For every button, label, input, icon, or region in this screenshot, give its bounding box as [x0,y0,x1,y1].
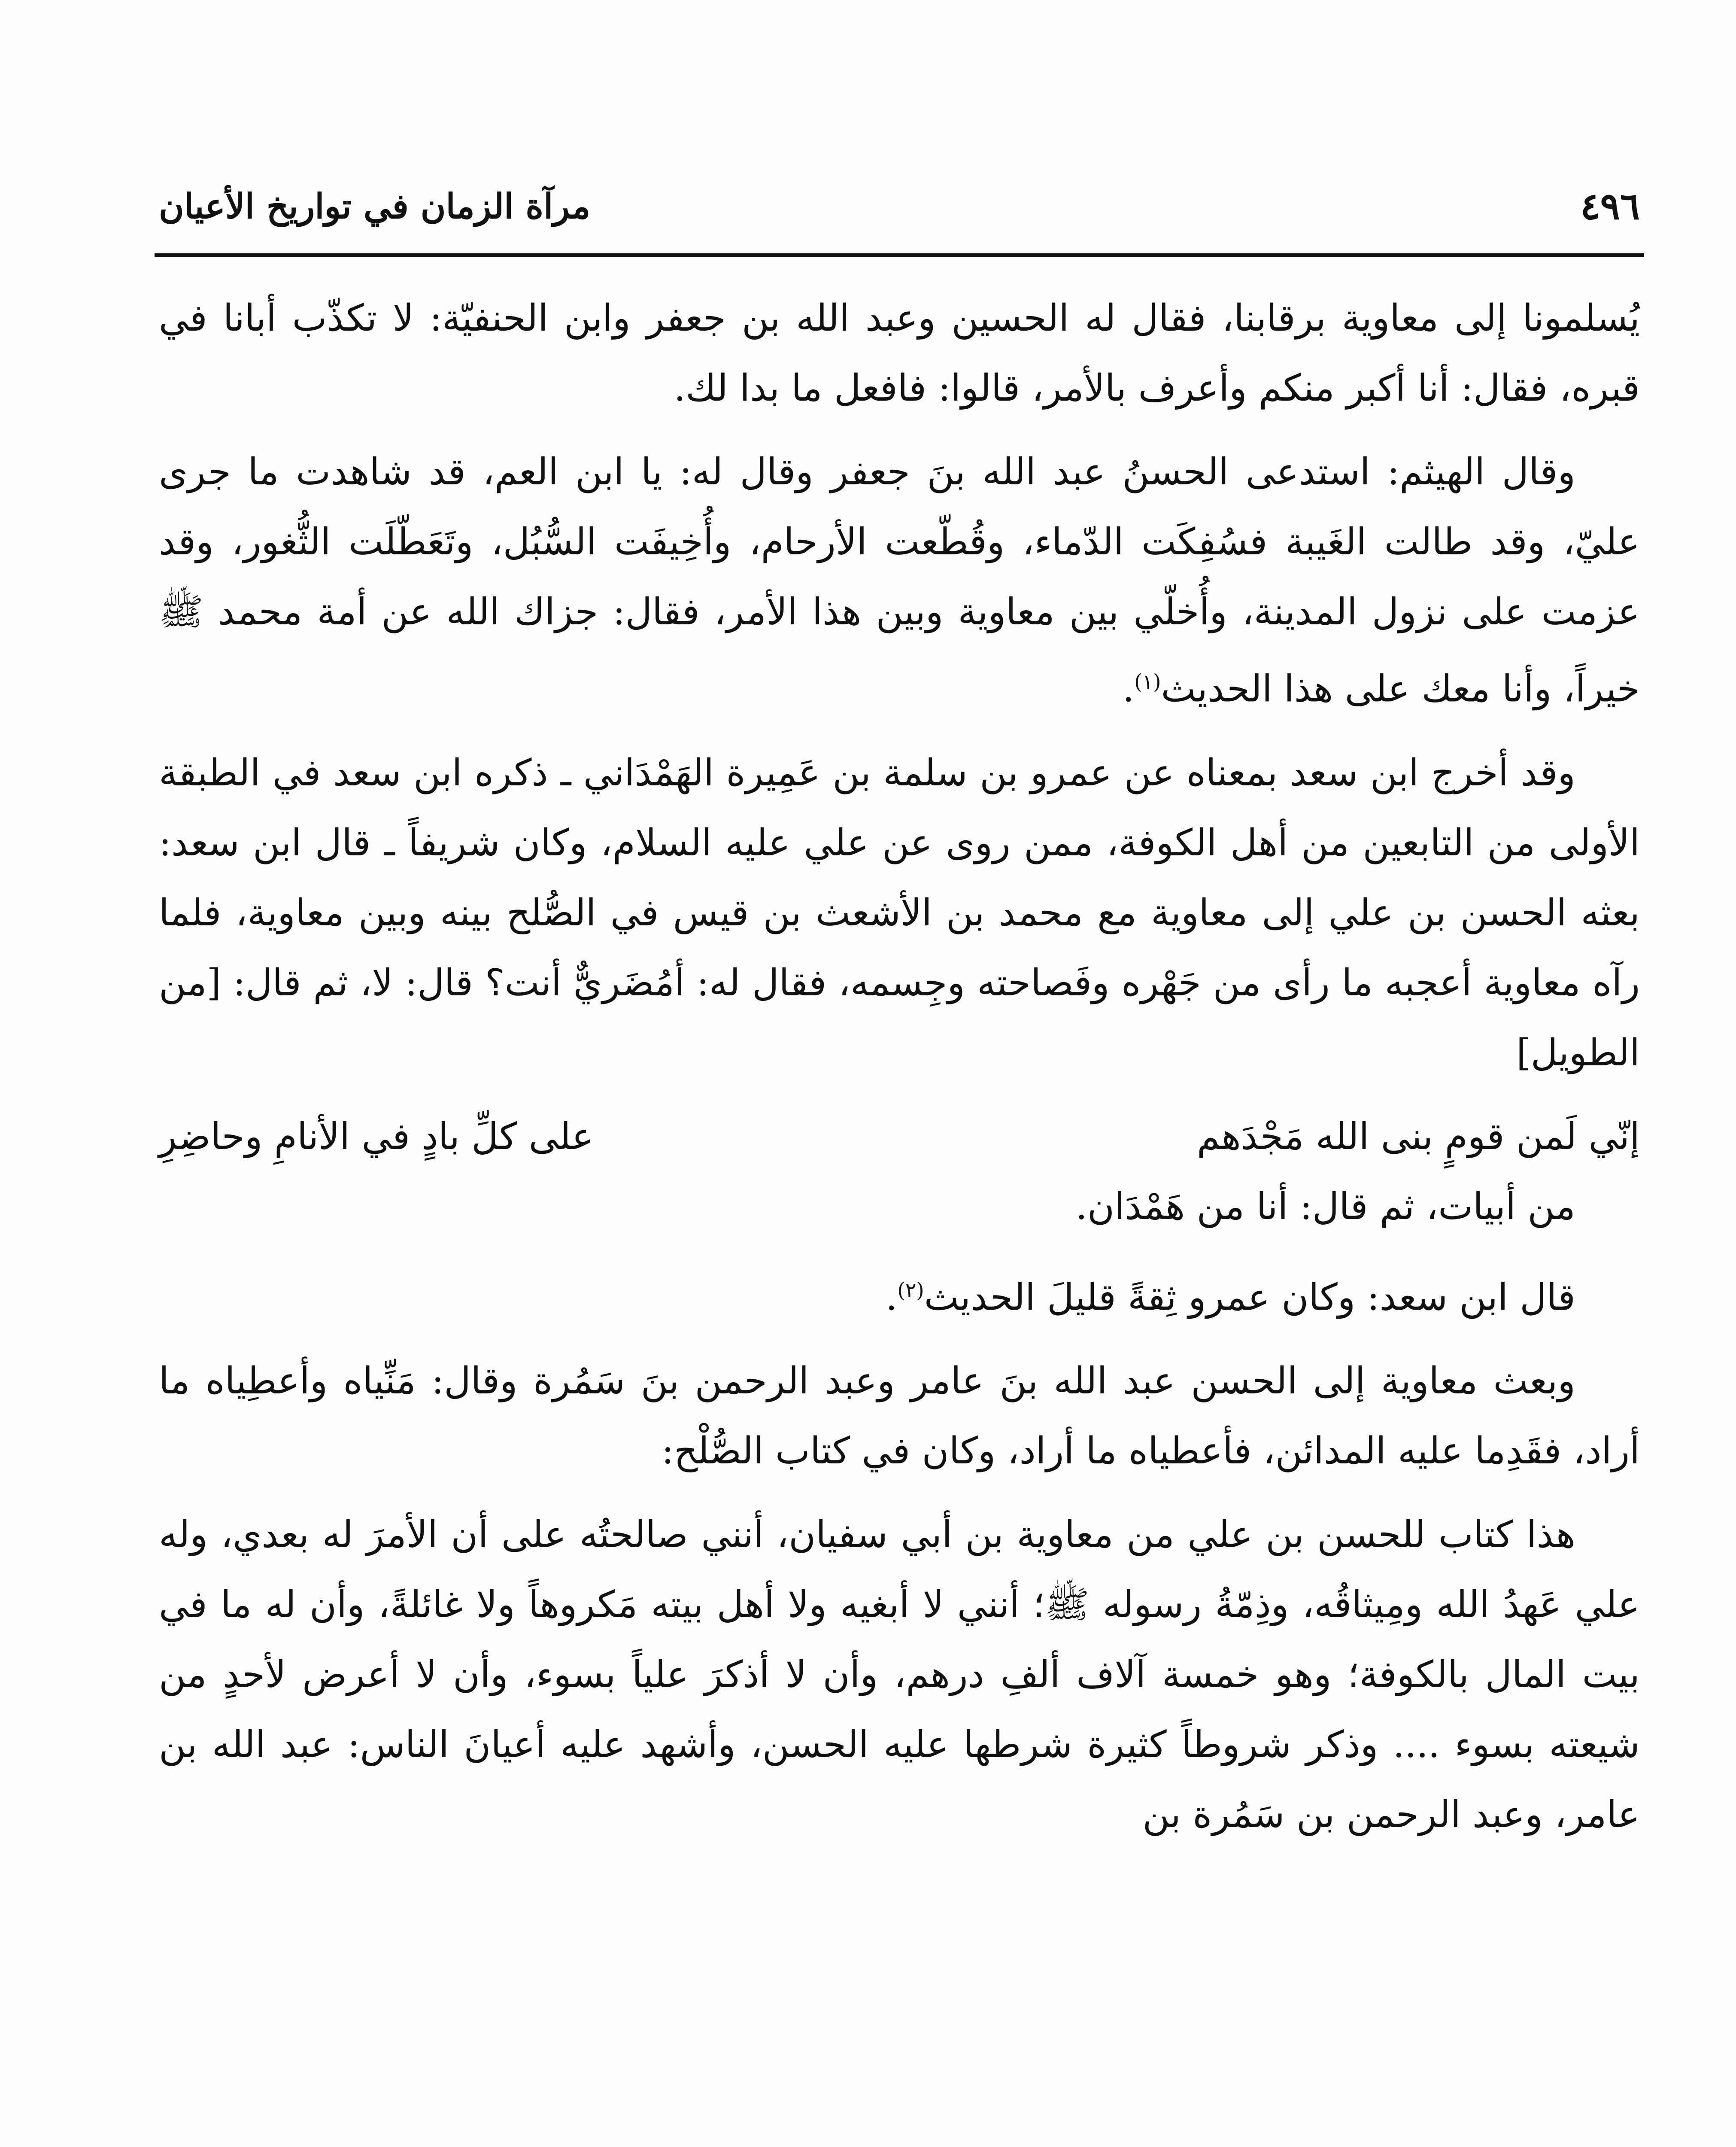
footnote-ref-2[interactable]: (٢) [897,1278,924,1302]
paragraph-6: وبعث معاوية إلى الحسن عبد الله بنَ عامر وعبد الرحمن بنَ سَمُرة وقال: مَنِّياه وأعطِياه ما أراد، فقَدِما عليه المدائن، فأعطياه ما أراد، وكان في كتاب الصُّلْح: [159,1359,1640,1473]
verse-first-hemistich: إنّي لَمن قومٍ بنى الله مَجْدَهم [1197,1115,1640,1158]
page-header [159,170,1640,243]
paragraph-7: هذا كتاب للحسن بن علي من معاوية بن أبي سفيان، أنني صالحتُه على أن الأمرَ له بعدي، وله علي عَهدُ الله ومِيثاقُه، وذِمّةُ رسوله ﷺ؛ أنني لا أبغيه ولا أهل بيته مَكروهاً ولا غائلةً، وأن له ما في بيت المال بالكوفة؛ وهو خمسة آلاف ألفِ درهم، وأن لا أذكرَ علياً بسوء، وأن لا أعرض لأحدٍ من شيعته بسوء .... وذكر شروطاً كثيرة شرطها عليه الحسن، وأشهد عليه أعيانَ الناس: عبد الله بن عامر، وعبد الرحمن بن سَمُرة بن [159,1513,1640,1837]
paragraph-2: وقال الهيثم: استدعى الحسنُ عبد الله بنَ جعفر وقال له: يا ابن العم، قد شاهدت ما جرى عليّ، وقد طالت الغَيبة فسُفِكَت الدّماء، وقُطّعت الأرحام، وأُخِيفَت السُّبُل، وتَعَطّلَت الثُّغور، وقد عزمت على نزول المدينة، وأُخلّي بين معاوية وبين هذا الأمر، فقال: جزاك الله عن أمة محمد ﷺ خيراً، وأنا معك على هذا الحديث$^{(١)}$. [159,450,1640,711]
paragraph-1: يُسلمونا إلى معاوية برقابنا، فقال له الحسين وعبد الله بن جعفر وابن الحنفيّة: لا تكذّب أبانا في قبره، فقال: أنا أكبر منكم وأعرف بالأمر، قالوا: فافعل ما بدا لك. [159,297,1640,410]
paragraph-5: قال ابن سعد: وكان عمرو ثِقةً قليلَ الحديث$^{(٢)}$. [886,1276,1575,1319]
running-title: مرآة الزمان في تواريخ الأعيان [159,186,591,226]
footnote-ref-1[interactable]: (١) [1134,670,1161,694]
poetry-verse [159,1102,1640,1172]
verse-second-hemistich: على كلِّ بادٍ في الأنامِ وحاضِرِ [159,1115,594,1158]
page-number: ٤٩٦ [1580,184,1640,228]
header-divider [155,253,1644,257]
paragraph-3: وقد أخرج ابن سعد بمعناه عن عمرو بن سلمة بن عَمِيرة الهَمْدَاني ـ ذكره ابن سعد في الطبقة الأولى من التابعين من أهل الكوفة، ممن روى عن علي عليه السلام، وكان شريفاً ـ قال ابن سعد: بعثه الحسن بن علي إلى معاوية مع محمد بن الأشعث بن قيس في الصُّلح بينه وبين معاوية، فلما رآه معاوية أعجبه ما رأى من جَهْره وفَصاحته وجِسمه، فقال له: أمُضَريٌّ أنت؟ قال: لا، ثم قال: [من الطويل] [159,751,1640,1074]
main-text [159,283,1640,1864]
paragraph-4: من أبيات، ثم قال: أنا من هَمْدَان. [1075,1185,1575,1228]
